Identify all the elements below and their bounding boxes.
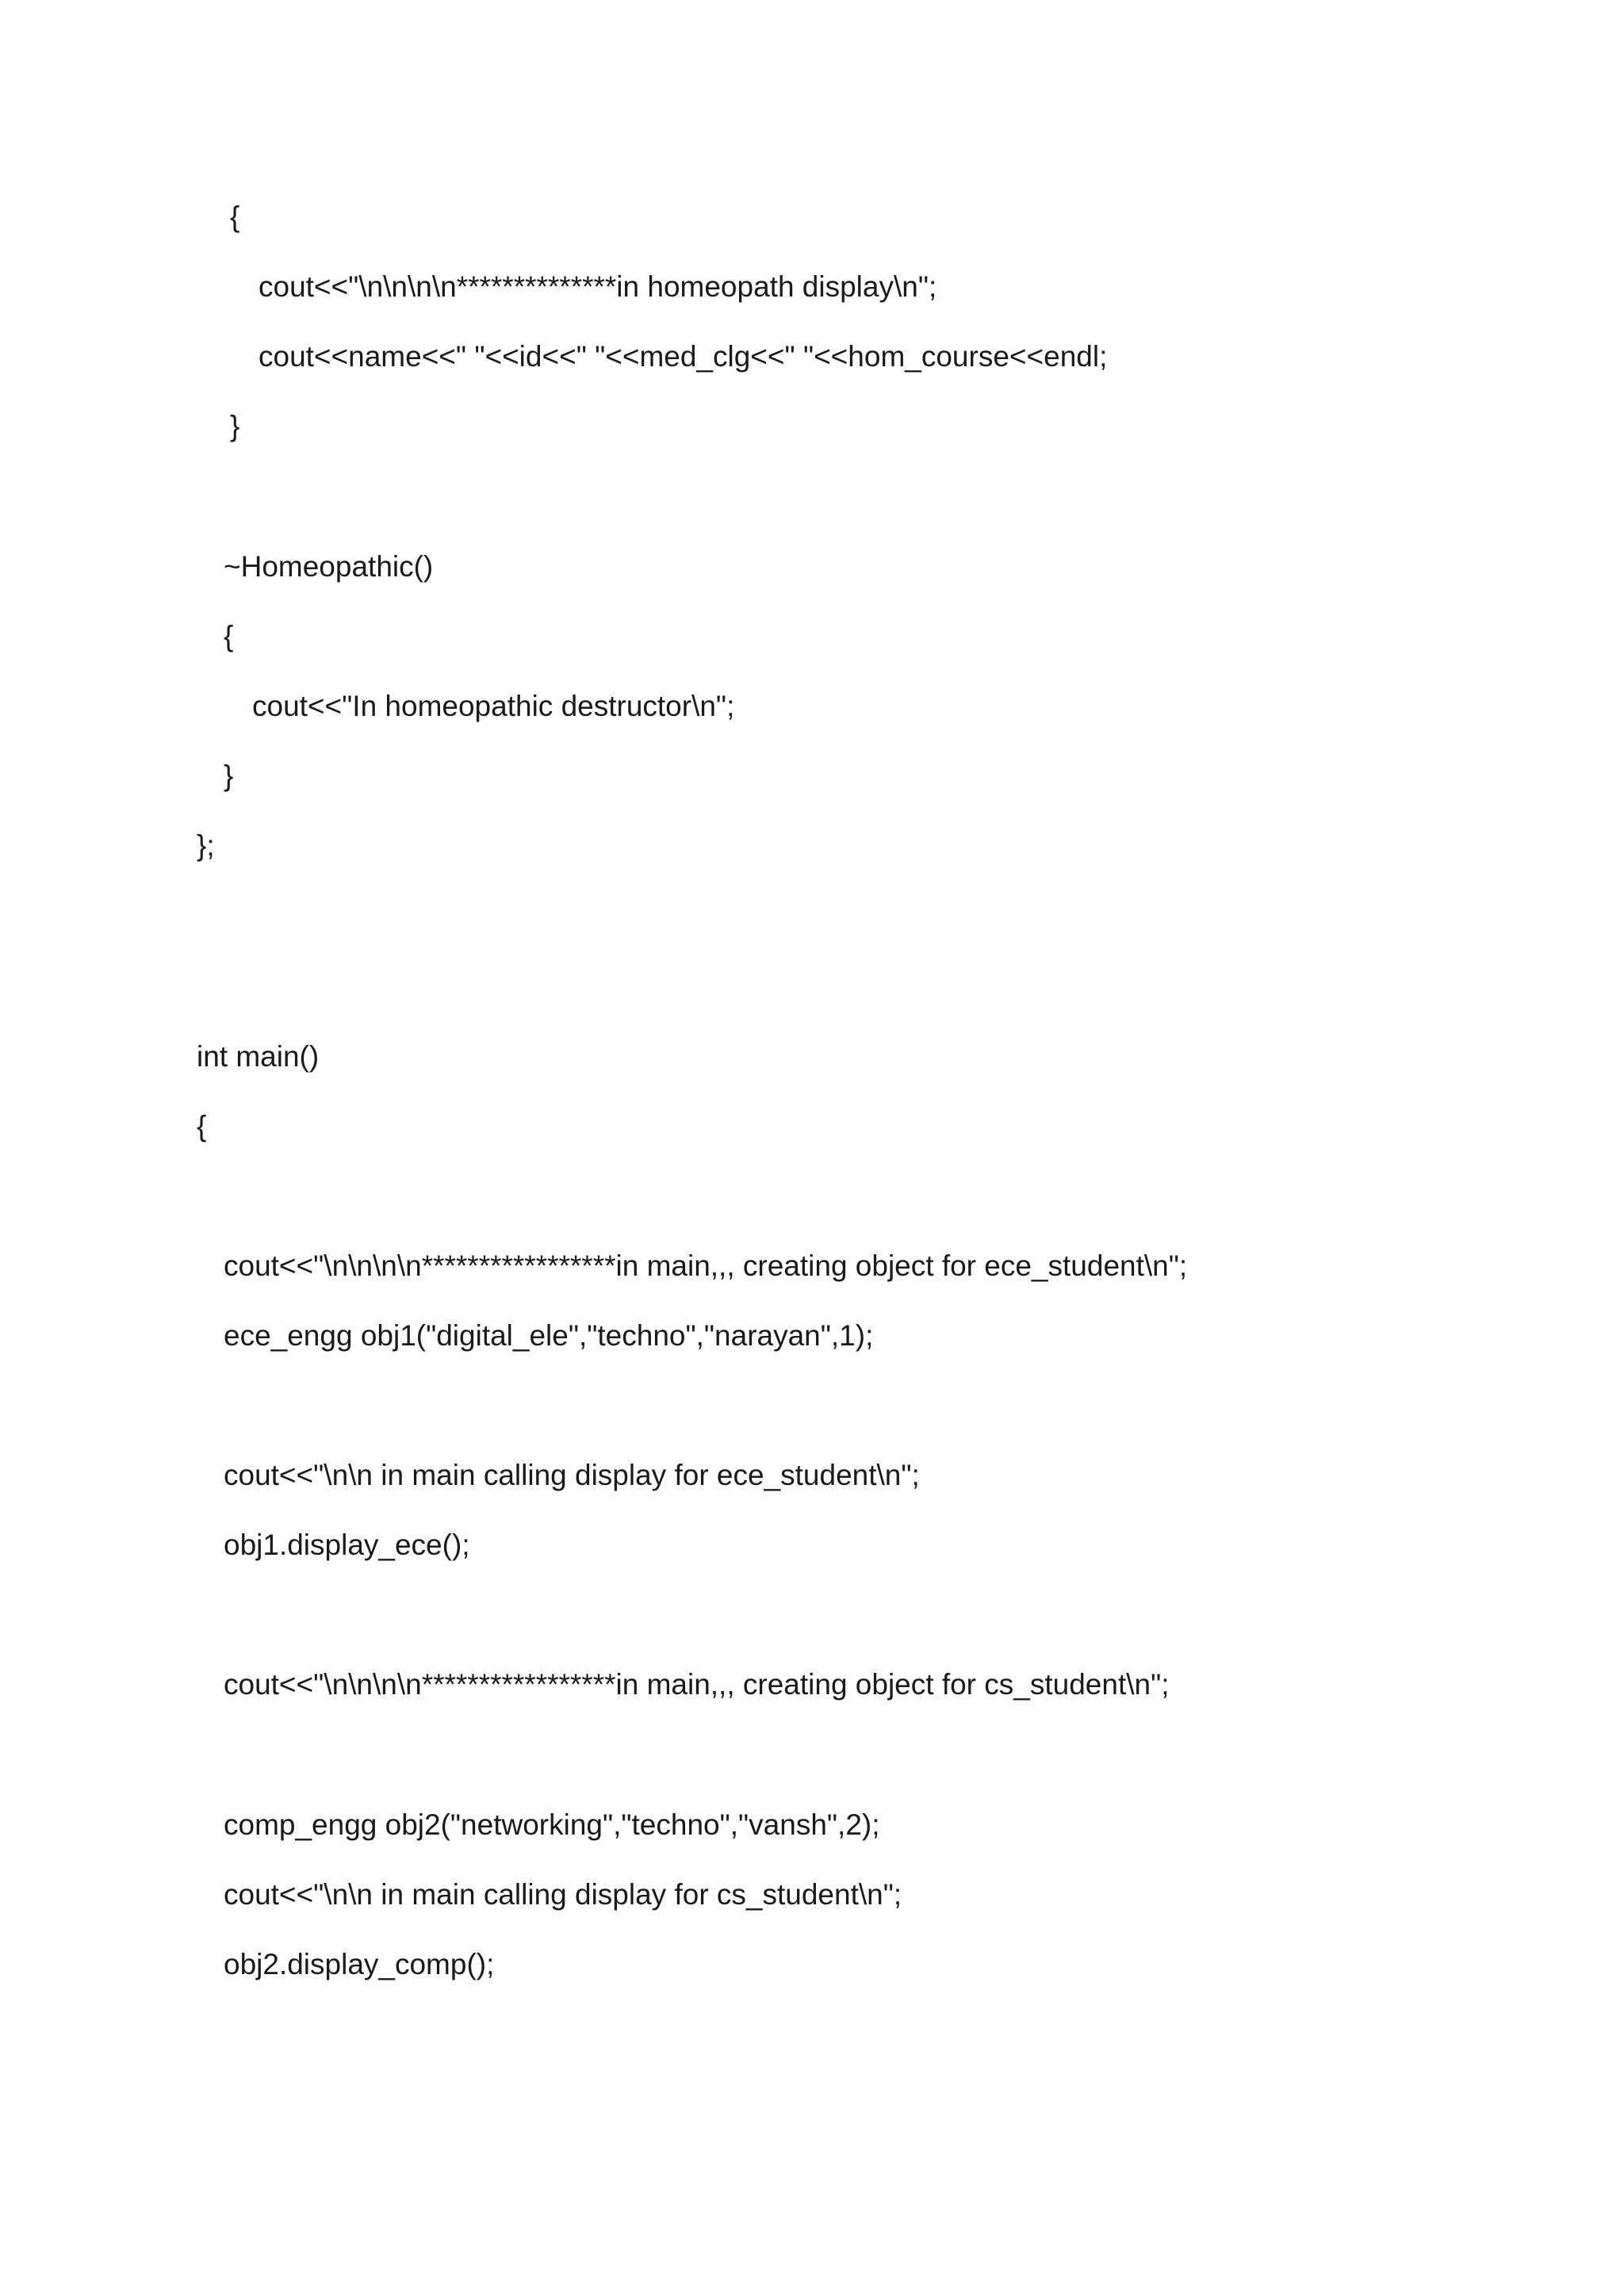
- code-line: int main(): [197, 1040, 320, 1073]
- code-line: cout<<"\n\n in main calling display for cs_student\n";: [224, 1878, 902, 1911]
- code-line: }: [230, 410, 240, 442]
- code-line: obj2.display_comp();: [224, 1948, 495, 1980]
- code-line: {: [230, 201, 240, 233]
- code-line: cout<<"In homeopathic destructor\n";: [252, 690, 735, 722]
- code-line: };: [197, 829, 215, 862]
- code-line: ~Homeopathic(): [224, 550, 434, 583]
- code-line: {: [197, 1110, 207, 1142]
- code-line: comp_engg obj2("networking","techno","vansh",2);: [224, 1808, 880, 1841]
- code-line: cout<<"\n\n\n\n*****************in main,,, creating object for ece_student\n";: [224, 1249, 1188, 1282]
- code-line: cout<<"\n\n in main calling display for ece_student\n";: [224, 1459, 920, 1491]
- code-line: obj1.display_ece();: [224, 1529, 470, 1561]
- code-line: cout<<name<<" "<<id<<" "<<med_clg<<" "<<hom_course<<endl;: [259, 340, 1108, 373]
- code-line: ece_engg obj1("digital_ele","techno","narayan",1);: [224, 1319, 874, 1352]
- code-line: }: [224, 760, 234, 792]
- code-line: cout<<"\n\n\n\n**************in homeopath display\n";: [259, 270, 937, 303]
- code-line: {: [224, 620, 234, 652]
- code-line: cout<<"\n\n\n\n*****************in main,,, creating object for cs_student\n";: [224, 1668, 1170, 1701]
